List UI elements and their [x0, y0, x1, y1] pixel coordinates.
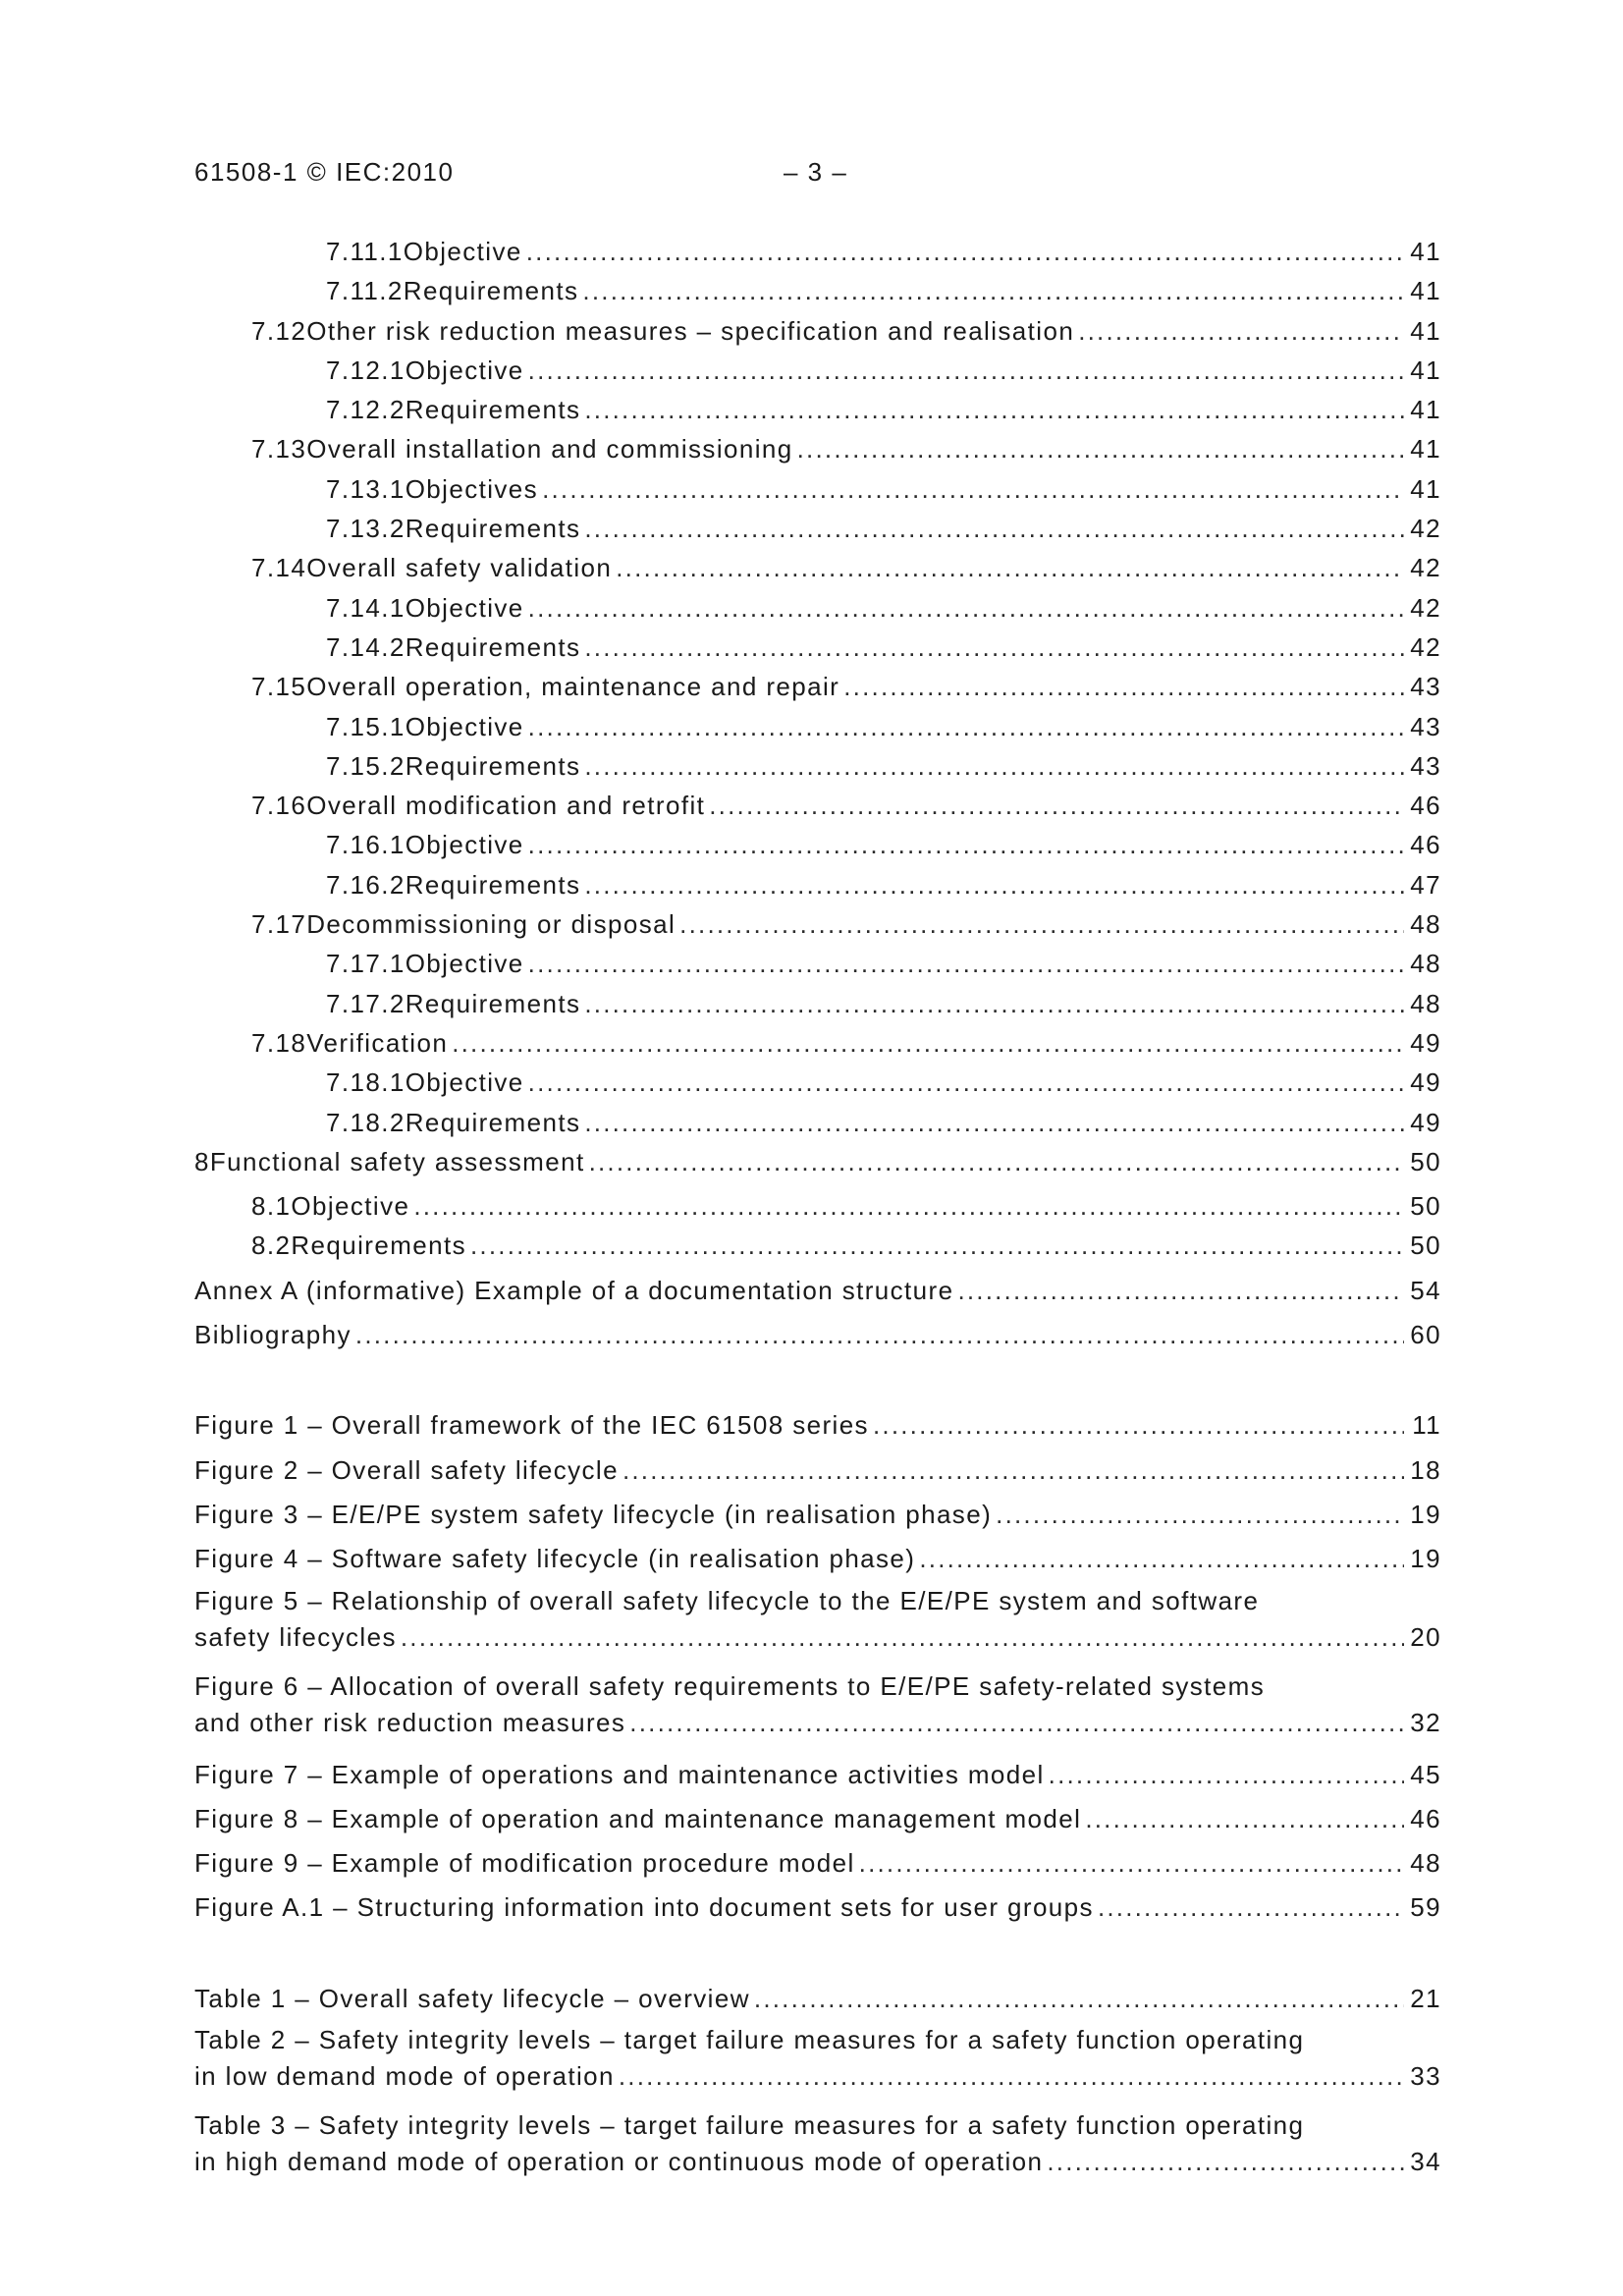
toc-entry-page: 46 — [1410, 1803, 1441, 1833]
toc-entry[interactable] — [194, 2108, 1441, 2189]
toc-entry[interactable] — [194, 429, 1441, 468]
toc-entry[interactable] — [194, 509, 1441, 548]
toc-entry-page: 41 — [1410, 276, 1441, 306]
toc-entry[interactable] — [194, 786, 1441, 825]
toc-entry-number: 7.14.1 — [326, 592, 406, 623]
toc-entry-number: 7.13.1 — [326, 473, 406, 504]
toc-entry-title: in low demand mode of operation — [194, 2060, 615, 2091]
toc-entry-title: safety lifecycles — [194, 1621, 397, 1652]
toc-entry[interactable] — [194, 588, 1441, 628]
toc-entry-page: 49 — [1410, 1027, 1441, 1058]
toc-entry-page: 46 — [1410, 830, 1441, 860]
toc-entry[interactable] — [194, 1843, 1441, 1883]
toc-entry-number: 7.15.2 — [326, 750, 406, 781]
toc-entry-page: 45 — [1410, 1759, 1441, 1789]
toc-entry-page: 43 — [1410, 672, 1441, 702]
dot-leader — [919, 1539, 1404, 1578]
toc-entry[interactable] — [194, 628, 1441, 667]
toc-entry[interactable] — [194, 1103, 1441, 1142]
dot-leader — [542, 469, 1404, 509]
toc-entry-title: Requirements — [405, 988, 581, 1018]
toc-entry[interactable] — [194, 667, 1441, 706]
dot-leader — [584, 390, 1404, 429]
toc-entry-title: Figure A.1 – Structuring information into document sets for user groups — [194, 1892, 1094, 1923]
dot-leader — [584, 1103, 1404, 1142]
toc-entry-title: Figure 3 – E/E/PE system safety lifecycle (in realisation phase) — [194, 1499, 993, 1529]
toc-entry-number: 7.12.1 — [326, 355, 406, 385]
toc-entry-title: Requirements — [405, 514, 581, 544]
toc-entry-title: Objective — [403, 237, 522, 266]
dot-leader — [873, 1405, 1404, 1445]
toc-entry[interactable] — [194, 1755, 1441, 1794]
edition: IEC:2010 — [336, 157, 455, 187]
dot-leader — [584, 746, 1404, 786]
dot-leader — [859, 1843, 1404, 1883]
toc-entry[interactable] — [194, 1495, 1441, 1534]
toc-entry-title: Other risk reduction measures – specification and realisation — [306, 315, 1075, 346]
toc-entry-title: Requirements — [405, 395, 581, 425]
toc-entry[interactable] — [194, 351, 1441, 390]
toc-entry-number: 7.18 — [251, 1027, 307, 1058]
toc-entry-title: Objective — [291, 1191, 410, 1222]
toc-entry-number: 7.18.1 — [326, 1067, 406, 1098]
dot-leader — [528, 1063, 1404, 1102]
toc-entry-page: 43 — [1410, 711, 1441, 741]
toc-entry-number: 7.17.2 — [326, 988, 406, 1018]
dot-leader — [528, 825, 1404, 864]
toc-entry[interactable] — [194, 1669, 1441, 1750]
toc-entry-page: 43 — [1410, 750, 1441, 781]
toc-entry[interactable] — [194, 944, 1441, 983]
toc-entry-title: Table 1 – Overall safety lifecycle – overview — [194, 1983, 750, 2013]
toc-entry-number: 7.15.1 — [326, 711, 406, 741]
toc-entry-page: 34 — [1410, 2146, 1441, 2176]
toc-entry-title: Requirements — [405, 869, 581, 900]
toc-entry[interactable] — [194, 390, 1441, 429]
toc-entry[interactable] — [194, 904, 1441, 944]
toc-entry-page: 42 — [1410, 631, 1441, 662]
toc-entry-page: 41 — [1410, 395, 1441, 425]
toc-entry-title: and other risk reduction measures — [194, 1707, 626, 1737]
toc-entry-page: 49 — [1410, 1107, 1441, 1137]
toc-entry-title: Requirements — [405, 750, 581, 781]
dot-leader — [619, 2056, 1404, 2096]
dot-leader — [452, 1023, 1404, 1063]
toc-entry-title: in high demand mode of operation or continuous mode of operation — [194, 2146, 1044, 2176]
toc-entry-page: 50 — [1410, 1230, 1441, 1261]
toc-entry[interactable] — [194, 1799, 1441, 1838]
toc-entry-page: 60 — [1410, 1320, 1441, 1350]
dot-leader — [413, 1186, 1404, 1226]
toc-entry-number: 7.15 — [251, 672, 307, 702]
dot-leader — [589, 1142, 1404, 1181]
document-identifier — [194, 157, 454, 188]
toc-entry[interactable] — [194, 1405, 1441, 1445]
toc-entry-page: 41 — [1410, 473, 1441, 504]
dot-leader — [616, 548, 1404, 587]
toc-entry-page: 48 — [1410, 949, 1441, 979]
dot-leader — [1098, 1887, 1404, 1927]
table-of-contents — [194, 232, 1441, 2189]
dot-leader — [582, 271, 1404, 310]
toc-entry-page: 42 — [1410, 592, 1441, 623]
toc-entry-number: 7.18.2 — [326, 1107, 406, 1137]
toc-entry-title: Figure 1 – Overall framework of the IEC 61508 series — [194, 1410, 869, 1441]
toc-entry-title-line1: Figure 6 – Allocation of overall safety requirements to E/E/PE safety-related systems — [194, 1670, 1266, 1701]
dot-leader — [526, 232, 1404, 271]
toc-entry[interactable] — [194, 1142, 1441, 1181]
toc-entry-title: Overall safety validation — [306, 553, 613, 583]
toc-entry-title: Requirements — [405, 1107, 581, 1137]
toc-entry-title: Objective — [405, 355, 524, 385]
toc-entry-page: 19 — [1410, 1499, 1441, 1529]
toc-entry[interactable] — [194, 1979, 1441, 2018]
toc-entry-title: Figure 2 – Overall safety lifecycle — [194, 1454, 619, 1485]
dot-leader — [957, 1271, 1404, 1310]
dot-leader — [584, 628, 1404, 667]
toc-entry-title: Overall operation, maintenance and repair — [306, 672, 840, 702]
toc-entry-page: 48 — [1410, 909, 1441, 940]
toc-entry-page: 20 — [1410, 1621, 1441, 1652]
toc-entry-page: 41 — [1410, 434, 1441, 465]
toc-entry-number: 7.17 — [251, 909, 307, 940]
toc-entry-title-line1: Table 2 – Safety integrity levels – target failure measures for a safety function operating — [194, 2024, 1305, 2054]
toc-entry-title: Figure 8 – Example of operation and maintenance management model — [194, 1803, 1082, 1833]
toc-entry-page: 41 — [1410, 315, 1441, 346]
toc-entry-number: 7.11.2 — [326, 276, 404, 306]
toc-entry-title: Figure 7 – Example of operations and maintenance activities model — [194, 1759, 1045, 1789]
dot-leader — [584, 984, 1404, 1023]
page-header — [194, 157, 1441, 191]
toc-entry-number: 8.1 — [251, 1191, 292, 1222]
toc-entry-number: 7.13 — [251, 434, 307, 465]
dot-leader — [1047, 2142, 1404, 2181]
toc-entry-page: 50 — [1410, 1191, 1441, 1222]
dot-leader — [1049, 1755, 1404, 1794]
dot-leader — [629, 1703, 1404, 1742]
toc-entry-title-line1: Table 3 – Safety integrity levels – target failure measures for a safety function operating — [194, 2109, 1305, 2140]
toc-entry-number: 7.11.1 — [326, 237, 404, 266]
toc-entry[interactable] — [194, 1450, 1441, 1490]
toc-entry[interactable] — [194, 548, 1441, 587]
dot-leader — [996, 1495, 1404, 1534]
toc-entry-number: 7.13.2 — [326, 514, 406, 544]
toc-entry[interactable] — [194, 707, 1441, 746]
toc-entry-title: Decommissioning or disposal — [306, 909, 676, 940]
page-number: – 3 – — [784, 157, 848, 187]
toc-entry-title-line1: Figure 5 – Relationship of overall safety lifecycle to the E/E/PE system and software — [194, 1585, 1260, 1615]
toc-entry-page: 50 — [1410, 1146, 1441, 1176]
toc-entry[interactable] — [194, 1023, 1441, 1063]
toc-entry-title: Requirements — [403, 276, 579, 306]
dot-leader — [528, 944, 1404, 983]
toc-entry[interactable] — [194, 469, 1441, 509]
toc-entry[interactable] — [194, 1539, 1441, 1578]
dot-leader — [679, 904, 1404, 944]
toc-entry[interactable] — [194, 271, 1441, 310]
toc-entry-page: 47 — [1410, 869, 1441, 900]
toc-entry[interactable] — [194, 1271, 1441, 1310]
toc-entry-title: Figure 9 – Example of modification procedure model — [194, 1848, 855, 1879]
toc-entry[interactable] — [194, 1226, 1441, 1265]
toc-entry[interactable] — [194, 1315, 1441, 1354]
dot-leader — [584, 865, 1404, 904]
toc-entry-number: 7.14 — [251, 553, 307, 583]
toc-entry[interactable] — [194, 825, 1441, 864]
toc-entry-page: 49 — [1410, 1067, 1441, 1098]
toc-entry-page: 59 — [1410, 1892, 1441, 1923]
toc-entry-number: 7.16 — [251, 791, 307, 821]
toc-entry-title: Objectives — [405, 473, 539, 504]
toc-entry-number: 7.16.2 — [326, 869, 406, 900]
toc-entry-page: 33 — [1410, 2060, 1441, 2091]
toc-entry[interactable] — [194, 865, 1441, 904]
dot-leader — [1078, 311, 1404, 351]
toc-entry[interactable] — [194, 232, 1441, 271]
toc-entry-title: Objective — [405, 830, 524, 860]
toc-entry-title: Bibliography — [194, 1320, 352, 1350]
toc-entry-page: 41 — [1410, 355, 1441, 385]
toc-entry-number: 7.16.1 — [326, 830, 406, 860]
toc-entry-page: 21 — [1410, 1983, 1441, 2013]
toc-entry-title: Objective — [405, 711, 524, 741]
toc-entry-title: Figure 4 – Software safety lifecycle (in realisation phase) — [194, 1544, 916, 1574]
dot-leader — [355, 1315, 1404, 1354]
dot-leader — [528, 707, 1404, 746]
toc-entry-page: 54 — [1410, 1275, 1441, 1305]
toc-entry-title: Requirements — [405, 631, 581, 662]
doc-id: 61508-1 — [194, 157, 298, 187]
toc-entry-title: Objective — [405, 1067, 524, 1098]
toc-entry[interactable] — [194, 311, 1441, 351]
toc-entry-page: 32 — [1410, 1707, 1441, 1737]
toc-entry[interactable] — [194, 746, 1441, 786]
toc-entry-title: Overall installation and commissioning — [306, 434, 793, 465]
dot-leader — [754, 1979, 1404, 2018]
toc-entry-title: Overall modification and retrofit — [306, 791, 706, 821]
copyright-icon: © — [306, 157, 328, 187]
toc-entry-number: 7.17.1 — [326, 949, 406, 979]
dot-leader — [622, 1450, 1404, 1490]
toc-entry-number: 8.2 — [251, 1230, 292, 1261]
toc-entry-number: 7.14.2 — [326, 631, 406, 662]
toc-entry[interactable] — [194, 2023, 1441, 2104]
toc-entry-page: 19 — [1410, 1544, 1441, 1574]
dot-leader — [709, 786, 1404, 825]
toc-entry-page: 48 — [1410, 988, 1441, 1018]
toc-entry-title: Annex A (informative) Example of a documentation structure — [194, 1275, 954, 1305]
toc-entry[interactable] — [194, 984, 1441, 1023]
toc-entry-title: Objective — [405, 949, 524, 979]
toc-entry-page: 48 — [1410, 1848, 1441, 1879]
toc-entry-page: 18 — [1410, 1454, 1441, 1485]
toc-entry-page: 41 — [1410, 237, 1441, 266]
toc-entry-page: 46 — [1410, 791, 1441, 821]
toc-entry[interactable] — [194, 1887, 1441, 1927]
toc-entry-page: 42 — [1410, 553, 1441, 583]
toc-entry-title: Objective — [405, 592, 524, 623]
toc-entry-title: Requirements — [291, 1230, 466, 1261]
toc-entry[interactable] — [194, 1063, 1441, 1102]
toc-entry-page: 11 — [1412, 1410, 1441, 1441]
dot-leader — [797, 429, 1404, 468]
toc-entry-page: 42 — [1410, 514, 1441, 544]
toc-entry-number: 8 — [194, 1146, 210, 1176]
dot-leader — [470, 1226, 1404, 1265]
dot-leader — [401, 1617, 1404, 1657]
toc-entry[interactable] — [194, 1186, 1441, 1226]
toc-entry-number: 7.12.2 — [326, 395, 406, 425]
toc-entry[interactable] — [194, 1584, 1441, 1665]
toc-entry-title: Functional safety assessment — [209, 1146, 585, 1176]
toc-entry-number: 7.12 — [251, 315, 307, 346]
dot-leader — [528, 351, 1404, 390]
dot-leader — [843, 667, 1404, 706]
dot-leader — [528, 588, 1404, 628]
dot-leader — [1085, 1799, 1404, 1838]
toc-entry-title: Verification — [306, 1027, 449, 1058]
dot-leader — [584, 509, 1404, 548]
